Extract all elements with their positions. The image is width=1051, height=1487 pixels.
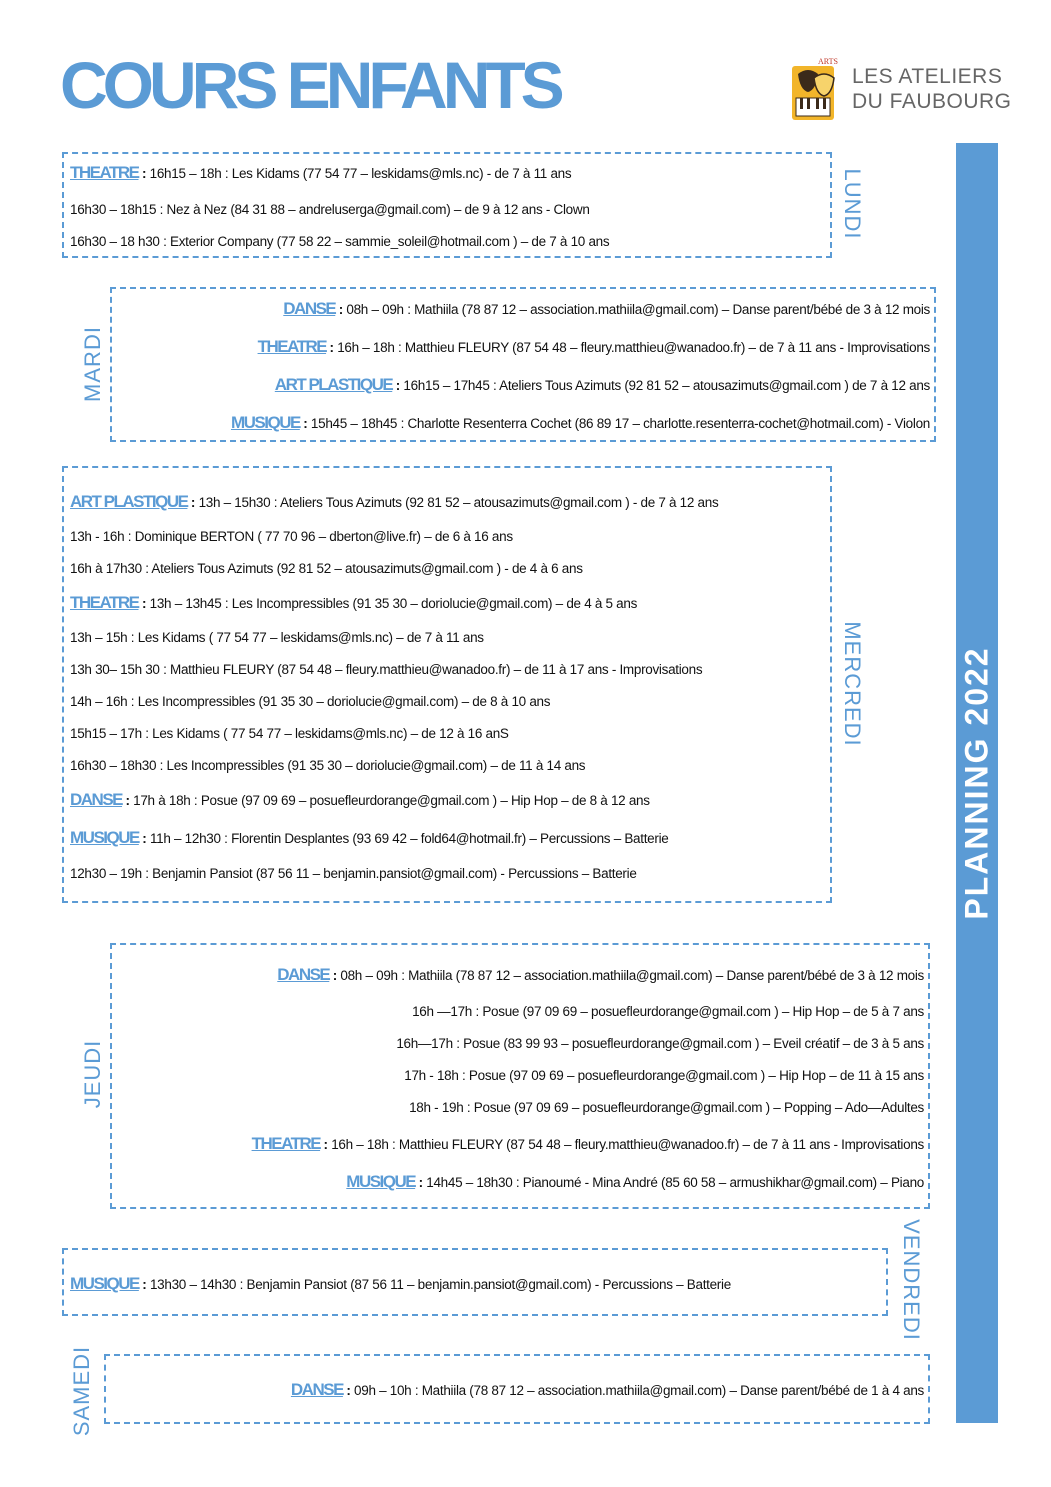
logo-line-2: DU FAUBOURG: [852, 90, 1012, 113]
category-theatre: THEATRE: [70, 163, 139, 182]
mardi-line-1: DANSE : 08h – 09h : Mathiila (78 87 12 – association.mathiila@gmail.com) – Danse parent/bébé de 3 à 12 mois: [283, 299, 930, 318]
category-danse: DANSE: [277, 965, 330, 984]
day-label-mardi: MARDI: [80, 326, 105, 402]
jeudi-line-3: 16h—17h : Posue (83 99 93 – posuefleurdorange@gmail.com ) – Eveil créatif – de 3 à 5 ans: [396, 1036, 924, 1051]
category-danse: DANSE: [290, 1380, 343, 1399]
jeudi-line-2: 16h —17h : Posue (97 09 69 – posuefleurdorange@gmail.com ) – Hip Hop – de 5 à 7 ans: [412, 1004, 924, 1019]
jeudi-line-7: MUSIQUE : 14h45 – 18h30 : Pianoumé - Mina André (85 60 58 – armushikhar@gmail.com) – Piano: [346, 1172, 924, 1191]
mardi-line-3: ART PLASTIQUE : 16h15 – 17h45 : Ateliers Tous Azimuts (92 81 52 – atousazimuts@gmail.com ) de 7 à 12 ans: [274, 375, 930, 394]
category-art-plastique: ART PLASTIQUE: [70, 492, 188, 511]
mercredi-line-2: 13h - 16h : Dominique BERTON ( 77 70 96 – dberton@live.fr) – de 6 à 16 ans: [70, 529, 513, 544]
jeudi-line-4: 17h - 18h : Posue (97 09 69 – posuefleurdorange@gmail.com ) – Hip Hop – de 11 à 15 ans: [404, 1068, 924, 1083]
day-label-jeudi: JEUDI: [80, 1039, 105, 1109]
mardi-line-2: THEATRE : 16h – 18h : Matthieu FLEURY (87 54 48 – fleury.matthieu@wanadoo.fr) – de 7 à 11 ans - Improvisations: [257, 337, 930, 356]
mercredi-line-12: 12h30 – 19h : Benjamin Pansiot (87 56 11 – benjamin.pansiot@gmail.com) - Percussions – Batterie: [70, 866, 637, 881]
lundi-line-2: 16h30 – 18h15 : Nez à Nez (84 31 88 – andreluserga@gmail.com) – de 9 à 12 ans - Clown: [70, 202, 590, 217]
category-theatre: THEATRE: [251, 1134, 321, 1153]
mercredi-line-3: 16h à 17h30 : Ateliers Tous Azimuts (92 81 52 – atousazimuts@gmail.com ) - de 4 à 6 ans: [70, 561, 583, 576]
mercredi-line-4: THEATRE : 13h – 13h45 : Les Incompressibles (91 35 30 – doriolucie@gmail.com) – de 4 à 5 ans: [70, 593, 638, 612]
mercredi-line-1: ART PLASTIQUE : 13h – 15h30 : Ateliers Tous Azimuts (92 81 52 – atousazimuts@gmail.com ) - de 7 à 12 ans: [70, 492, 719, 511]
logo-badge: ARTS: [818, 57, 838, 66]
category-musique: MUSIQUE: [230, 413, 300, 432]
day-label-samedi: SAMEDI: [69, 1345, 94, 1437]
category-musique: MUSIQUE: [70, 1274, 139, 1293]
mercredi-line-6: 13h 30– 15h 30 : Matthieu FLEURY (87 54 48 – fleury.matthieu@wanadoo.fr) – de 11 à 17 ans - Improvisations: [70, 662, 703, 677]
category-danse: DANSE: [70, 790, 123, 809]
logo-line-1: LES ATELIERS: [852, 65, 1003, 88]
jeudi-line-6: THEATRE : 16h – 18h : Matthieu FLEURY (87 54 48 – fleury.matthieu@wanadoo.fr) – de 7 à 11 ans - Improvisations: [251, 1134, 924, 1153]
category-musique: MUSIQUE: [70, 828, 139, 847]
mercredi-line-9: 16h30 – 18h30 : Les Incompressibles (91 35 30 – doriolucie@gmail.com) – de 11 à 14 ans: [70, 758, 586, 773]
day-label-vendredi: VENDREDI: [899, 1219, 924, 1341]
day-label-lundi: LUNDI: [840, 168, 865, 240]
logo: [788, 56, 1012, 122]
category-art-plastique: ART PLASTIQUE: [274, 375, 393, 394]
mercredi-line-7: 14h – 16h : Les Incompressibles (91 35 30 – doriolucie@gmail.com) – de 8 à 10 ans: [70, 694, 551, 709]
lundi-line-3: 16h30 – 18 h30 : Exterior Company (77 58 22 – sammie_soleil@hotmail.com ) – de 7 à 10 ans: [70, 234, 610, 249]
category-musique: MUSIQUE: [346, 1172, 416, 1191]
planning-banner-label: PLANNING 2022: [958, 646, 995, 920]
category-theatre: THEATRE: [70, 593, 139, 612]
category-theatre: THEATRE: [257, 337, 327, 356]
lundi-line-1: THEATRE : 16h15 – 18h : Les Kidams (77 54 77 – leskidams@mls.nc) - de 7 à 11 ans: [70, 163, 572, 182]
theatre-masks-logo-icon: [788, 56, 844, 122]
mardi-line-4: MUSIQUE : 15h45 – 18h45 : Charlotte Resenterra Cochet (86 89 17 – charlotte.resenterra-cochet@hotmail.com) - Violon: [230, 413, 930, 432]
category-danse: DANSE: [283, 299, 336, 318]
mercredi-line-8: 15h15 – 17h : Les Kidams ( 77 54 77 – leskidams@mls.nc) – de 12 à 16 anS: [70, 726, 509, 741]
mercredi-line-5: 13h – 15h : Les Kidams ( 77 54 77 – leskidams@mls.nc) – de 7 à 11 ans: [70, 630, 484, 645]
vendredi-line-1: MUSIQUE : 13h30 – 14h30 : Benjamin Pansiot (87 56 11 – benjamin.pansiot@gmail.com) - Percussions – Batterie: [70, 1274, 731, 1293]
jeudi-line-1: DANSE : 08h – 09h : Mathiila (78 87 12 – association.mathiila@gmail.com) – Danse parent/bébé de 3 à 12 mois: [277, 965, 924, 984]
page-title: COURS ENFANTS: [60, 48, 560, 122]
samedi-line-1: DANSE : 09h – 10h : Mathiila (78 87 12 – association.mathiila@gmail.com) – Danse parent/bébé de 1 à 4 ans: [290, 1380, 924, 1399]
day-label-mercredi: MERCREDI: [840, 621, 865, 747]
mercredi-line-10: DANSE : 17h à 18h : Posue (97 09 69 – posuefleurdorange@gmail.com ) – Hip Hop – de 8 à 12 ans: [70, 790, 650, 809]
jeudi-line-5: 18h - 19h : Posue (97 09 69 – posuefleurdorange@gmail.com ) – Popping – Ado—Adultes: [409, 1100, 924, 1115]
mercredi-line-11: MUSIQUE : 11h – 12h30 : Florentin Desplantes (93 69 42 – fold64@hotmail.fr) – Percussions – Batterie: [70, 828, 669, 847]
